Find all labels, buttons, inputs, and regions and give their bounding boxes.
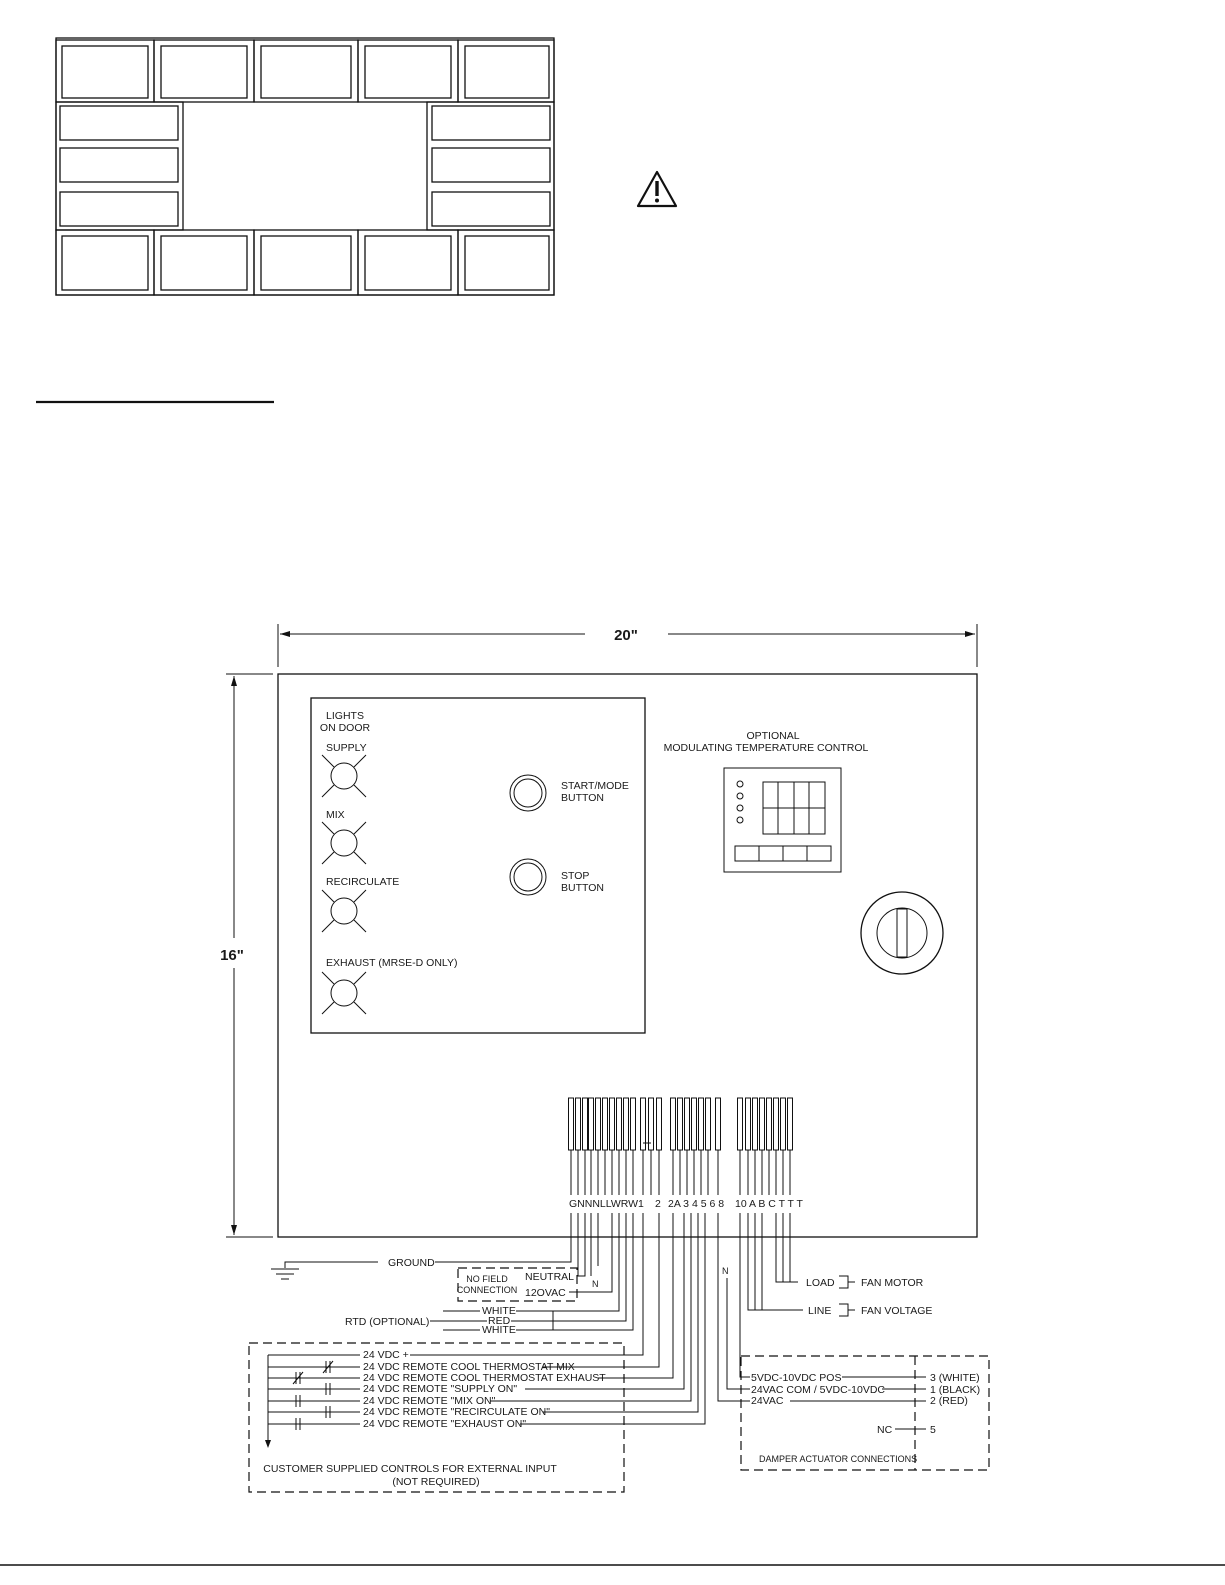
damper-right-3: 2 (RED) bbox=[930, 1395, 968, 1407]
customer-caption-1: CUSTOMER SUPPLIED CONTROLS FOR EXTERNAL INPUT bbox=[263, 1463, 557, 1475]
load-label: LOAD bbox=[806, 1277, 835, 1289]
stop-button-icon bbox=[510, 859, 546, 895]
start-button-label-1: START/MODE bbox=[561, 780, 629, 792]
door-panel bbox=[311, 698, 645, 1033]
damper-actuator-box bbox=[741, 1356, 989, 1470]
control-line-1: 24 VDC + bbox=[363, 1349, 409, 1361]
damper-right-1: 3 (WHITE) bbox=[930, 1372, 980, 1384]
terminal-block bbox=[774, 1098, 779, 1150]
mix-light-icon bbox=[322, 822, 366, 864]
control-line-5: 24 VDC REMOTE "MIX ON" bbox=[363, 1395, 496, 1407]
terminal-block bbox=[589, 1098, 594, 1150]
disconnect-switch-icon bbox=[861, 892, 943, 974]
temperature-controller-icon bbox=[724, 768, 841, 872]
terminal-block bbox=[699, 1098, 704, 1150]
terminal-block bbox=[788, 1098, 793, 1150]
terminal-block bbox=[657, 1098, 662, 1150]
damper-left-1: 5VDC-10VDC POS bbox=[751, 1372, 842, 1384]
start-mode-button-icon bbox=[510, 775, 546, 811]
control-line-7: 24 VDC REMOTE "EXHAUST ON" bbox=[363, 1418, 527, 1430]
terminal-block bbox=[583, 1098, 588, 1150]
terminal-block bbox=[685, 1098, 690, 1150]
light-label-recirculate: RECIRCULATE bbox=[326, 876, 400, 888]
terminal-strip bbox=[569, 1098, 793, 1195]
terminal-block bbox=[767, 1098, 772, 1150]
rtd-wire-red: RED bbox=[488, 1315, 511, 1327]
terminal-block bbox=[671, 1098, 676, 1150]
terminal-block bbox=[781, 1098, 786, 1150]
no-field-label-2: CONNECTION bbox=[456, 1285, 518, 1295]
height-dimension bbox=[220, 674, 273, 1237]
damper-caption: DAMPER ACTUATOR CONNECTIONS bbox=[759, 1454, 918, 1464]
lights-title-2: ON DOOR bbox=[319, 722, 371, 734]
terminal-labels-group1: GNNNLLWRW1 bbox=[569, 1198, 644, 1210]
terminal-block bbox=[641, 1098, 646, 1150]
ground-symbol-icon bbox=[271, 1269, 299, 1279]
terminal-block bbox=[746, 1098, 751, 1150]
fan-wiring bbox=[748, 1213, 932, 1317]
terminal-block bbox=[617, 1098, 622, 1150]
height-label: 16" bbox=[220, 947, 244, 964]
width-label: 20" bbox=[614, 627, 638, 644]
control-line-3: 24 VDC REMOTE COOL THERMOSTAT EXHAUST bbox=[363, 1372, 606, 1384]
rtd-wire-white-1: WHITE bbox=[482, 1305, 516, 1317]
stop-button-label-1: STOP bbox=[561, 870, 590, 882]
terminal-block bbox=[576, 1098, 581, 1150]
terminal-block bbox=[678, 1098, 683, 1150]
terminal-block bbox=[569, 1098, 574, 1150]
damper-right-2: 1 (BLACK) bbox=[930, 1384, 981, 1396]
exhaust-light-icon bbox=[322, 972, 366, 1014]
damper-right-4: 5 bbox=[930, 1424, 936, 1436]
damper-left-2: 24VAC COM / 5VDC-10VDC bbox=[751, 1384, 886, 1396]
rtd-wire-white-2: WHITE bbox=[482, 1324, 516, 1336]
fan-voltage-label: FAN VOLTAGE bbox=[861, 1305, 933, 1317]
terminal-block bbox=[631, 1098, 636, 1150]
terminal-block bbox=[738, 1098, 743, 1150]
ground-label: GROUND bbox=[388, 1257, 435, 1269]
recirculate-light-icon bbox=[322, 890, 366, 932]
terminal-block bbox=[760, 1098, 765, 1150]
temp-control-label-2: MODULATING TEMPERATURE CONTROL bbox=[663, 742, 869, 754]
neutral-n-marker: N bbox=[592, 1279, 599, 1289]
terminal-block bbox=[603, 1098, 608, 1150]
terminal-block bbox=[716, 1098, 721, 1150]
light-label-supply: SUPPLY bbox=[326, 742, 367, 754]
terminal-block bbox=[596, 1098, 601, 1150]
terminal-labels-group2: 2 bbox=[655, 1198, 661, 1210]
light-label-exhaust: EXHAUST (MRSE-D ONLY) bbox=[326, 957, 458, 969]
line-label: LINE bbox=[808, 1305, 832, 1317]
neutral-label: NEUTRAL bbox=[525, 1271, 575, 1283]
terminal-labels-group3: 2A 3 4 5 6 8 bbox=[668, 1198, 725, 1210]
damper-left-3: 24VAC bbox=[751, 1395, 784, 1407]
width-dimension bbox=[278, 624, 977, 667]
frame-layout-diagram bbox=[56, 38, 554, 295]
fan-motor-label: FAN MOTOR bbox=[861, 1277, 924, 1289]
120vac-label: 12OVAC bbox=[525, 1287, 566, 1299]
no-field-label-1: NO FIELD bbox=[466, 1274, 508, 1284]
control-line-6: 24 VDC REMOTE "RECIRCULATE ON" bbox=[363, 1406, 550, 1418]
customer-controls-box bbox=[249, 1343, 624, 1492]
terminal-block bbox=[610, 1098, 615, 1150]
control-enclosure bbox=[278, 674, 977, 1237]
terminal-block bbox=[624, 1098, 629, 1150]
no-field-connection-box bbox=[457, 1268, 577, 1301]
terminal-block bbox=[649, 1098, 654, 1150]
ground-wiring bbox=[271, 1213, 571, 1279]
light-label-mix: MIX bbox=[326, 809, 345, 821]
terminal-block bbox=[692, 1098, 697, 1150]
damper-n-marker: N bbox=[722, 1266, 729, 1276]
terminal-block bbox=[706, 1098, 711, 1150]
damper-left-4: NC bbox=[877, 1424, 893, 1436]
lights-title-1: LIGHTS bbox=[326, 710, 364, 722]
start-button-label-2: BUTTON bbox=[561, 792, 604, 804]
supply-light-icon bbox=[322, 755, 366, 797]
warning-triangle-icon bbox=[638, 172, 676, 206]
terminal-block bbox=[753, 1098, 758, 1150]
temp-control-label-1: OPTIONAL bbox=[746, 730, 800, 742]
terminal-labels-group4: 10 A B C T T T bbox=[735, 1198, 803, 1210]
control-line-2: 24 VDC REMOTE COOL THERMOSTAT MIX bbox=[363, 1361, 575, 1373]
customer-caption-2: (NOT REQUIRED) bbox=[392, 1476, 480, 1488]
rtd-label: RTD (OPTIONAL) bbox=[345, 1316, 430, 1328]
control-line-4: 24 VDC REMOTE "SUPPLY ON" bbox=[363, 1383, 518, 1395]
stop-button-label-2: BUTTON bbox=[561, 882, 604, 894]
